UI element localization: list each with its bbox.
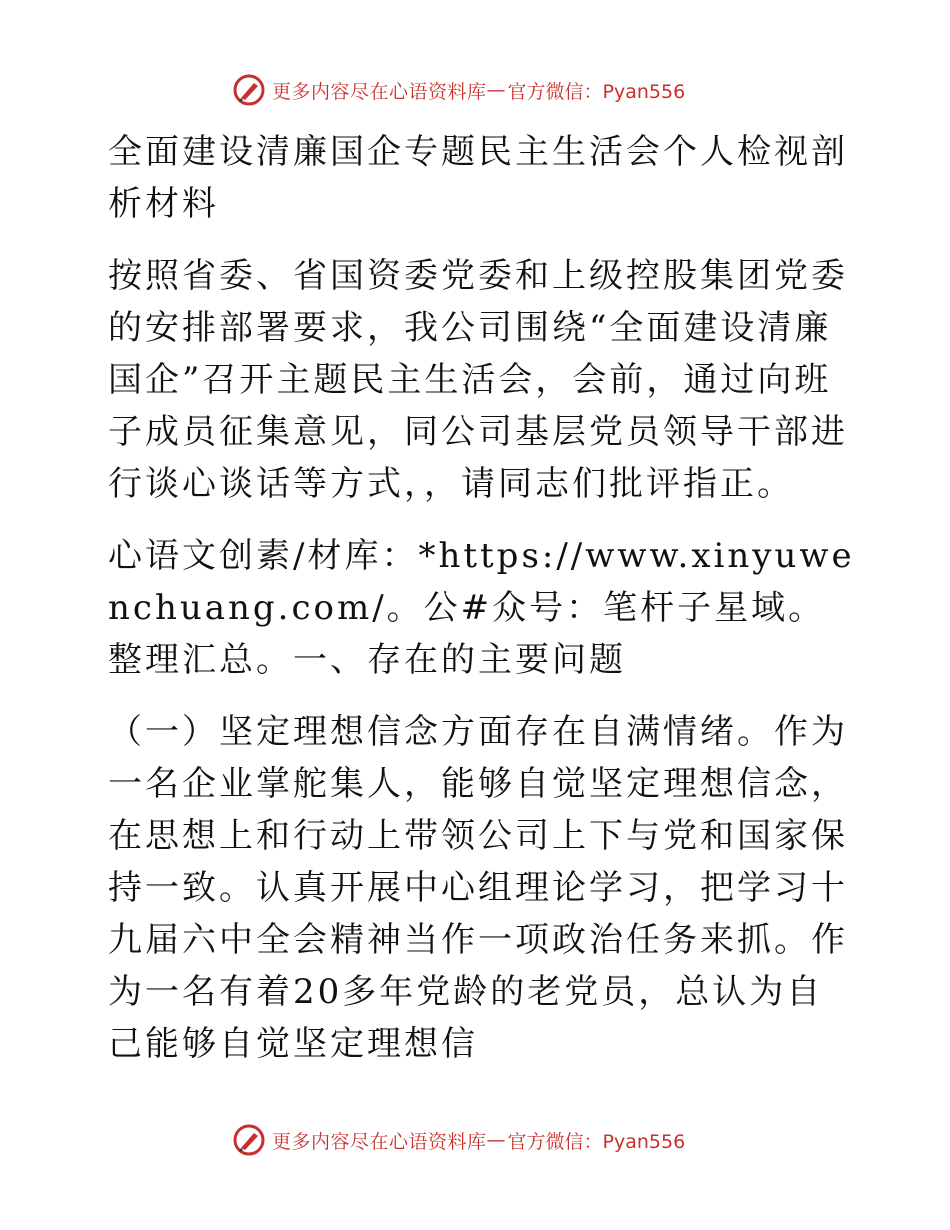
footer-main-text: 更多内容尽在心语资料库: [272, 1130, 487, 1153]
footer-official-account: 官方微信：Pyan556: [507, 1130, 686, 1153]
pen-logo-icon: [232, 73, 266, 107]
paragraph-intro: 按照省委、省国资委党委和上级控股集团党委的安排部署要求，我公司围绕“全面建设清廉国企”召开主题民主生活会，会前，通过向班子成员征集意见，同公司基层党员领导干部进行谈心谈话等方式，，请同志们批评指正。: [108, 256, 848, 504]
pen-logo-icon: [232, 1123, 266, 1157]
footer-separator: —: [486, 1129, 506, 1151]
banner-main-text: 更多内容尽在心语资料库: [272, 80, 487, 103]
header-banner: [232, 70, 732, 110]
footer-banner: [232, 1120, 732, 1160]
paragraph-source: 心语文创素/材库：*https://www.xinyuwenchuang.com/。公#众号：笔杆子星域。整理汇总。一、存在的主要问题: [108, 536, 855, 680]
banner-official-account: 官方微信：Pyan556: [507, 80, 686, 103]
banner-separator: —: [486, 79, 506, 101]
document-body: [96, 118, 856, 1070]
document-title: 全面建设清廉国企专题民主生活会个人检视剖析材料: [108, 132, 848, 224]
paragraph-problem-1: （一）坚定理想信念方面存在自满情绪。作为一名企业掌舵集人，能够自觉坚定理想信念，在思想上和行动上带领公司上下与党和国家保持一致。认真开展中心组理论学习，把学习十九届六中全会精神当作一项政治任务来抓。作为一名有着20多年党龄的老党员，总认为自己能够自觉坚定理想信: [108, 712, 848, 1064]
